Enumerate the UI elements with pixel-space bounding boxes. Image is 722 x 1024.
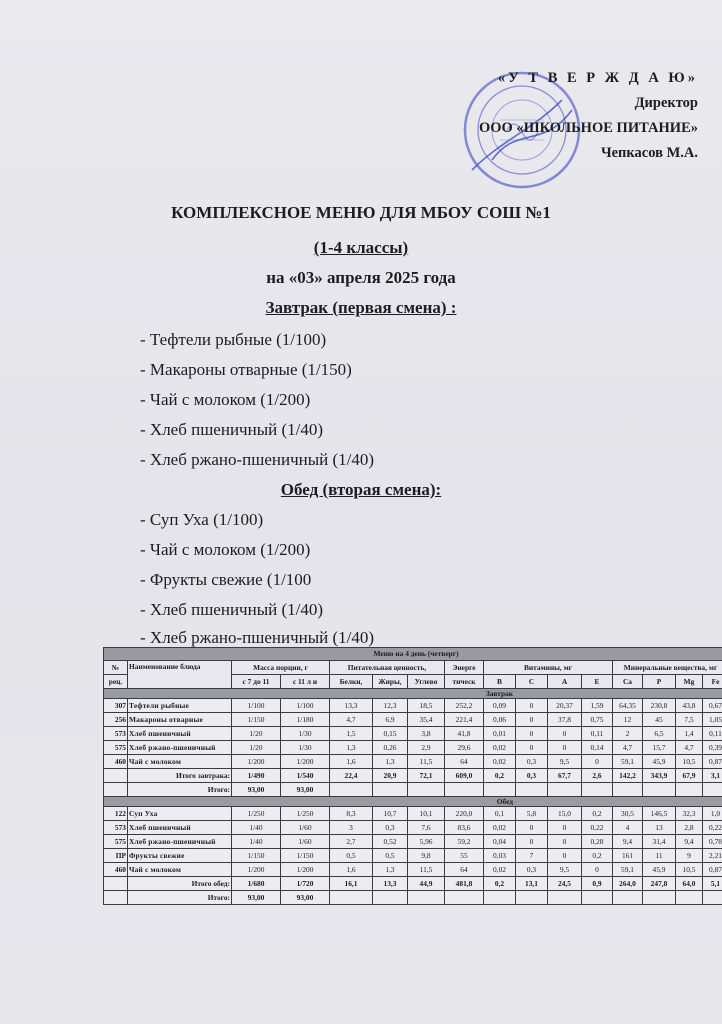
cell-value: 0 — [582, 755, 613, 769]
recipe-number: 573 — [104, 727, 128, 741]
cell-value: 0,28 — [582, 835, 613, 849]
cell-value: 4,7 — [330, 713, 373, 727]
recipe-number: 307 — [104, 699, 128, 713]
cell-value: 1,59 — [582, 699, 613, 713]
cell-value: 8,3 — [330, 807, 373, 821]
cell-value: 0,02 — [484, 863, 516, 877]
cell-value: 1/200 — [281, 755, 330, 769]
cell-value: 0,3 — [373, 821, 408, 835]
cell-value: 37,8 — [548, 713, 582, 727]
cell-value: 1/180 — [281, 713, 330, 727]
header-age-11: с 11 л и — [281, 675, 330, 689]
approval-title: «У Т В Е Р Ж Д А Ю» — [497, 70, 698, 86]
header-vit-b: B — [484, 675, 516, 689]
recipe-number: ПР — [104, 849, 128, 863]
cell-value: 0 — [548, 835, 582, 849]
cell-value: 9,4 — [676, 835, 703, 849]
empty-cell — [104, 769, 128, 783]
cell-value: 1/200 — [281, 863, 330, 877]
header-mg: Mg — [676, 675, 703, 689]
header-carbs: Углево — [408, 675, 445, 689]
cell-value: 0,26 — [373, 741, 408, 755]
approval-block — [479, 66, 698, 166]
header-p: P — [643, 675, 676, 689]
cell-value: 1,3 — [330, 741, 373, 755]
cell-value: 59,1 — [613, 863, 643, 877]
cell-value: 55 — [445, 849, 484, 863]
cell-value: 252,2 — [445, 699, 484, 713]
dish-name: Хлеб ржано-пшеничный — [128, 741, 232, 755]
cell-value: 29,6 — [445, 741, 484, 755]
header-energy-2: тическ — [445, 675, 484, 689]
empty-cell — [330, 783, 373, 797]
empty-cell — [408, 783, 445, 797]
cell-value: 0,87 — [703, 863, 722, 877]
section-band: Обед — [104, 797, 722, 807]
cell-value: 2,8 — [676, 821, 703, 835]
empty-cell — [330, 891, 373, 905]
cell-value: 1,3 — [373, 755, 408, 769]
price-value: 93,00 — [232, 783, 281, 797]
cell-value: 1/100 — [281, 699, 330, 713]
cell-value: 1,6 — [330, 863, 373, 877]
cell-value: 230,8 — [643, 699, 676, 713]
cell-value: 1/200 — [232, 755, 281, 769]
total-value: 64,0 — [676, 877, 703, 891]
cell-value: 5,8 — [516, 807, 548, 821]
cell-value: 0,02 — [484, 741, 516, 755]
empty-cell — [516, 783, 548, 797]
cell-value: 0,2 — [582, 807, 613, 821]
approval-organization: ООО «ШКОЛЬНОЕ ПИТАНИЕ» — [478, 120, 698, 136]
cell-value: 0,02 — [484, 755, 516, 769]
total-value: 1/490 — [232, 769, 281, 783]
cell-value: 7,6 — [408, 821, 445, 835]
table-row — [104, 727, 722, 741]
table-row — [104, 807, 722, 821]
cell-value: 64 — [445, 863, 484, 877]
cell-value: 1,4 — [676, 727, 703, 741]
cell-value: 0,1 — [484, 807, 516, 821]
table-row — [104, 835, 722, 849]
price-value: 93,00 — [281, 783, 330, 797]
empty-cell — [373, 891, 408, 905]
empty-cell — [548, 891, 582, 905]
cell-value: 35,4 — [408, 713, 445, 727]
cell-value: 0,09 — [484, 699, 516, 713]
total-value: 13,3 — [373, 877, 408, 891]
cell-value: 0 — [516, 727, 548, 741]
cell-value: 45,9 — [643, 755, 676, 769]
total-value: 264,0 — [613, 877, 643, 891]
table-row — [104, 755, 722, 769]
cell-value: 7,5 — [676, 713, 703, 727]
total-row — [104, 877, 722, 891]
total-value: 72,1 — [408, 769, 445, 783]
breakfast-item: - Хлеб пшеничный (1/40) — [140, 420, 324, 439]
dish-name: Фрукты свежие — [128, 849, 232, 863]
cell-value: 1/30 — [281, 727, 330, 741]
cell-value: 0 — [516, 835, 548, 849]
header-fats: Жиры, — [373, 675, 408, 689]
table-row — [104, 821, 722, 835]
lunch-item: - Хлеб ржано-пшеничный (1/40) — [140, 628, 375, 647]
empty-cell — [613, 891, 643, 905]
cell-value: 13,3 — [330, 699, 373, 713]
table-row — [104, 863, 722, 877]
dish-name: Чай с молоком — [128, 755, 232, 769]
header-dish-name: Наименование блюда — [128, 661, 232, 689]
header-fe: Fe — [703, 675, 722, 689]
cell-value: 0,22 — [703, 821, 722, 835]
recipe-number: 460 — [104, 863, 128, 877]
cell-value: 83,6 — [445, 821, 484, 835]
empty-cell — [582, 891, 613, 905]
header-proteins: Белки, — [330, 675, 373, 689]
recipe-number: 256 — [104, 713, 128, 727]
total-value: 481,8 — [445, 877, 484, 891]
cell-value: 59,2 — [445, 835, 484, 849]
breakfast-item: - Макароны отварные (1/150) — [140, 360, 352, 379]
cell-value: 1/250 — [281, 807, 330, 821]
cell-value: 0,67 — [703, 699, 722, 713]
total-value: 0,3 — [516, 769, 548, 783]
header-recipe-no-2: рец. — [104, 675, 128, 689]
cell-value: 1/60 — [281, 821, 330, 835]
total-value: 609,0 — [445, 769, 484, 783]
cell-value: 15,7 — [643, 741, 676, 755]
cell-value: 7 — [516, 849, 548, 863]
recipe-number: 575 — [104, 835, 128, 849]
total-value: 1/540 — [281, 769, 330, 783]
cell-value: 0,03 — [484, 849, 516, 863]
cell-value: 15,0 — [548, 807, 582, 821]
cell-value: 30,5 — [613, 807, 643, 821]
cell-value: 2,7 — [330, 835, 373, 849]
empty-cell — [643, 783, 676, 797]
cell-value: 11,5 — [408, 755, 445, 769]
total-value: 343,9 — [643, 769, 676, 783]
cell-value: 1/150 — [232, 713, 281, 727]
recipe-number: 122 — [104, 807, 128, 821]
cell-value: 9,8 — [408, 849, 445, 863]
cell-value: 0 — [548, 727, 582, 741]
header-vitamins: Витамины, мг — [484, 661, 613, 675]
document-title: КОМПЛЕКСНОЕ МЕНЮ ДЛЯ МБОУ СОШ №1 — [171, 203, 551, 222]
cell-value: 0,15 — [373, 727, 408, 741]
dish-name: Суп Уха — [128, 807, 232, 821]
cell-value: 11,5 — [408, 863, 445, 877]
cell-value: 1/20 — [232, 727, 281, 741]
header-vit-e: E — [582, 675, 613, 689]
table-row — [104, 713, 722, 727]
empty-cell — [104, 783, 128, 797]
cell-value: 0,06 — [484, 713, 516, 727]
cell-value: 1/40 — [232, 821, 281, 835]
total-value: 67,9 — [676, 769, 703, 783]
cell-value: 1,5 — [330, 727, 373, 741]
total-label: Итого завтрака: — [128, 769, 232, 783]
cell-value: 0,01 — [484, 727, 516, 741]
total-value: 142,2 — [613, 769, 643, 783]
cell-value: 12 — [613, 713, 643, 727]
cell-value: 4,7 — [613, 741, 643, 755]
dish-name: Чай с молоком — [128, 863, 232, 877]
cell-value: 3,8 — [408, 727, 445, 741]
cell-value: 1,3 — [373, 863, 408, 877]
cell-value: 0 — [516, 821, 548, 835]
total-value: 3,1 — [703, 769, 722, 783]
total-value: 1/720 — [281, 877, 330, 891]
approval-signatory: Чепкасов М.А. — [600, 145, 698, 161]
cell-value: 0 — [582, 863, 613, 877]
cell-value: 0,04 — [484, 835, 516, 849]
total-value: 24,5 — [548, 877, 582, 891]
empty-cell — [613, 783, 643, 797]
header-recipe-no: № — [104, 661, 128, 675]
cell-value: 0,02 — [484, 821, 516, 835]
cell-value: 64 — [445, 755, 484, 769]
cell-value: 0,75 — [582, 713, 613, 727]
cell-value: 1/250 — [232, 807, 281, 821]
cell-value: 0,14 — [582, 741, 613, 755]
cell-value: 0 — [516, 713, 548, 727]
cell-value: 2,9 — [408, 741, 445, 755]
total-value: 16,1 — [330, 877, 373, 891]
lunch-item: - Суп Уха (1/100) — [140, 510, 264, 529]
cell-value: 4,7 — [676, 741, 703, 755]
total-value: 22,4 — [330, 769, 373, 783]
cell-value: 18,5 — [408, 699, 445, 713]
lunch-item: - Хлеб пшеничный (1/40) — [140, 600, 324, 619]
empty-cell — [484, 891, 516, 905]
empty-cell — [408, 891, 445, 905]
cell-value: 6,9 — [373, 713, 408, 727]
cell-value: 0 — [516, 699, 548, 713]
cell-value: 20,37 — [548, 699, 582, 713]
header-minerals: Минеральные вещества, мг — [613, 661, 722, 675]
cell-value: 31,4 — [643, 835, 676, 849]
section-band: Завтрак — [104, 689, 722, 699]
breakfast-item: - Тефтели рыбные (1/100) — [140, 330, 327, 349]
cell-value: 0 — [548, 741, 582, 755]
cell-value: 4 — [613, 821, 643, 835]
header-vit-a: A — [548, 675, 582, 689]
table-row — [104, 849, 722, 863]
cell-value: 1/150 — [281, 849, 330, 863]
cell-value: 1/20 — [232, 741, 281, 755]
cell-value: 13 — [643, 821, 676, 835]
table-title: Меню на 4 день (четверг) — [104, 648, 722, 661]
cell-value: 0,5 — [373, 849, 408, 863]
empty-cell — [516, 891, 548, 905]
cell-value: 10,5 — [676, 863, 703, 877]
cell-value: 41,8 — [445, 727, 484, 741]
dish-name: Макароны отварные — [128, 713, 232, 727]
total-value: 5,1 — [703, 877, 722, 891]
header-age-7-11: с 7 до 11 — [232, 675, 281, 689]
cell-value: 32,3 — [676, 807, 703, 821]
cell-value: 0,11 — [582, 727, 613, 741]
header-nutritional-value: Питательная ценность, — [330, 661, 445, 675]
total-value: 247,8 — [643, 877, 676, 891]
recipe-number: 573 — [104, 821, 128, 835]
cell-value: 10,7 — [373, 807, 408, 821]
empty-cell — [104, 877, 128, 891]
cell-value: 9,5 — [548, 863, 582, 877]
empty-cell — [548, 783, 582, 797]
cell-value: 0,52 — [373, 835, 408, 849]
cell-value: 1,6 — [330, 755, 373, 769]
table-row — [104, 699, 722, 713]
cell-value: 3 — [330, 821, 373, 835]
cell-value: 1/150 — [232, 849, 281, 863]
lunch-item: - Фрукты свежие (1/100 — [140, 570, 312, 589]
cell-value: 1,0 — [703, 807, 722, 821]
cell-value: 45 — [643, 713, 676, 727]
cell-value: 59,1 — [613, 755, 643, 769]
cell-value: 220,0 — [445, 807, 484, 821]
price-row — [104, 783, 722, 797]
cell-value: 0 — [548, 821, 582, 835]
cell-value: 9 — [676, 849, 703, 863]
empty-cell — [676, 891, 703, 905]
header-vit-c: C — [516, 675, 548, 689]
price-row — [104, 891, 722, 905]
cell-value: 0 — [548, 849, 582, 863]
cell-value: 1/100 — [232, 699, 281, 713]
menu-date: на «03» апреля 2025 года — [266, 268, 456, 287]
cell-value: 1/200 — [232, 863, 281, 877]
empty-cell — [582, 783, 613, 797]
cell-value: 1/60 — [281, 835, 330, 849]
cell-value: 0,3 — [516, 863, 548, 877]
cell-value: 45,9 — [643, 863, 676, 877]
dish-name: Хлеб пшеничный — [128, 821, 232, 835]
recipe-number: 575 — [104, 741, 128, 755]
cell-value: 0,22 — [582, 821, 613, 835]
lunch-item: - Чай с молоком (1/200) — [140, 540, 311, 559]
empty-cell — [445, 891, 484, 905]
cell-value: 161 — [613, 849, 643, 863]
cell-value: 2,21 — [703, 849, 722, 863]
cell-value: 2 — [613, 727, 643, 741]
dish-name: Хлеб ржано-пшеничный — [128, 835, 232, 849]
price-label: Итого: — [128, 891, 232, 905]
total-value: 20,9 — [373, 769, 408, 783]
total-label: Итого обед: — [128, 877, 232, 891]
dish-name: Тефтели рыбные — [128, 699, 232, 713]
cell-value: 0,2 — [582, 849, 613, 863]
total-value: 1/680 — [232, 877, 281, 891]
cell-value: 1,05 — [703, 713, 722, 727]
price-value: 93,00 — [281, 891, 330, 905]
empty-cell — [703, 783, 722, 797]
cell-value: 0,39 — [703, 741, 722, 755]
total-value: 44,9 — [408, 877, 445, 891]
grades-label: (1-4 классы) — [313, 238, 409, 257]
cell-value: 0,11 — [703, 727, 722, 741]
cell-value: 146,5 — [643, 807, 676, 821]
empty-cell — [445, 783, 484, 797]
breakfast-heading: Завтрак (первая смена) : — [265, 298, 457, 317]
cell-value: 1/30 — [281, 741, 330, 755]
cell-value: 1/40 — [232, 835, 281, 849]
total-value: 0,9 — [582, 877, 613, 891]
breakfast-item: - Хлеб ржано-пшеничный (1/40) — [140, 450, 375, 469]
cell-value: 10,5 — [676, 755, 703, 769]
price-label: Итого: — [128, 783, 232, 797]
empty-cell — [643, 891, 676, 905]
empty-cell — [104, 891, 128, 905]
table-row — [104, 741, 722, 755]
breakfast-item: - Чай с молоком (1/200) — [140, 390, 311, 409]
lunch-heading: Обед (вторая смена): — [280, 480, 442, 499]
cell-value: 12,3 — [373, 699, 408, 713]
total-value: 0,2 — [484, 769, 516, 783]
header-portion-mass: Масса порции, г — [232, 661, 330, 675]
cell-value: 0,5 — [330, 849, 373, 863]
approval-position: Директор — [634, 95, 698, 111]
cell-value: 9,5 — [548, 755, 582, 769]
total-value: 67,7 — [548, 769, 582, 783]
empty-cell — [373, 783, 408, 797]
cell-value: 5,96 — [408, 835, 445, 849]
total-value: 2,6 — [582, 769, 613, 783]
header-energy: Энерге — [445, 661, 484, 675]
price-value: 93,00 — [232, 891, 281, 905]
empty-cell — [703, 891, 722, 905]
cell-value: 0,78 — [703, 835, 722, 849]
header-ca: Ca — [613, 675, 643, 689]
cell-value: 221,4 — [445, 713, 484, 727]
empty-cell — [676, 783, 703, 797]
cell-value: 10,1 — [408, 807, 445, 821]
cell-value: 6,5 — [643, 727, 676, 741]
total-value: 13,1 — [516, 877, 548, 891]
cell-value: 0,87 — [703, 755, 722, 769]
total-value: 0,2 — [484, 877, 516, 891]
total-row — [104, 769, 722, 783]
recipe-number: 460 — [104, 755, 128, 769]
dish-name: Хлеб пшеничный — [128, 727, 232, 741]
cell-value: 0 — [516, 741, 548, 755]
cell-value: 0,3 — [516, 755, 548, 769]
cell-value: 43,8 — [676, 699, 703, 713]
cell-value: 64,35 — [613, 699, 643, 713]
empty-cell — [484, 783, 516, 797]
nutrition-table — [103, 647, 722, 905]
cell-value: 11 — [643, 849, 676, 863]
cell-value: 9,4 — [613, 835, 643, 849]
